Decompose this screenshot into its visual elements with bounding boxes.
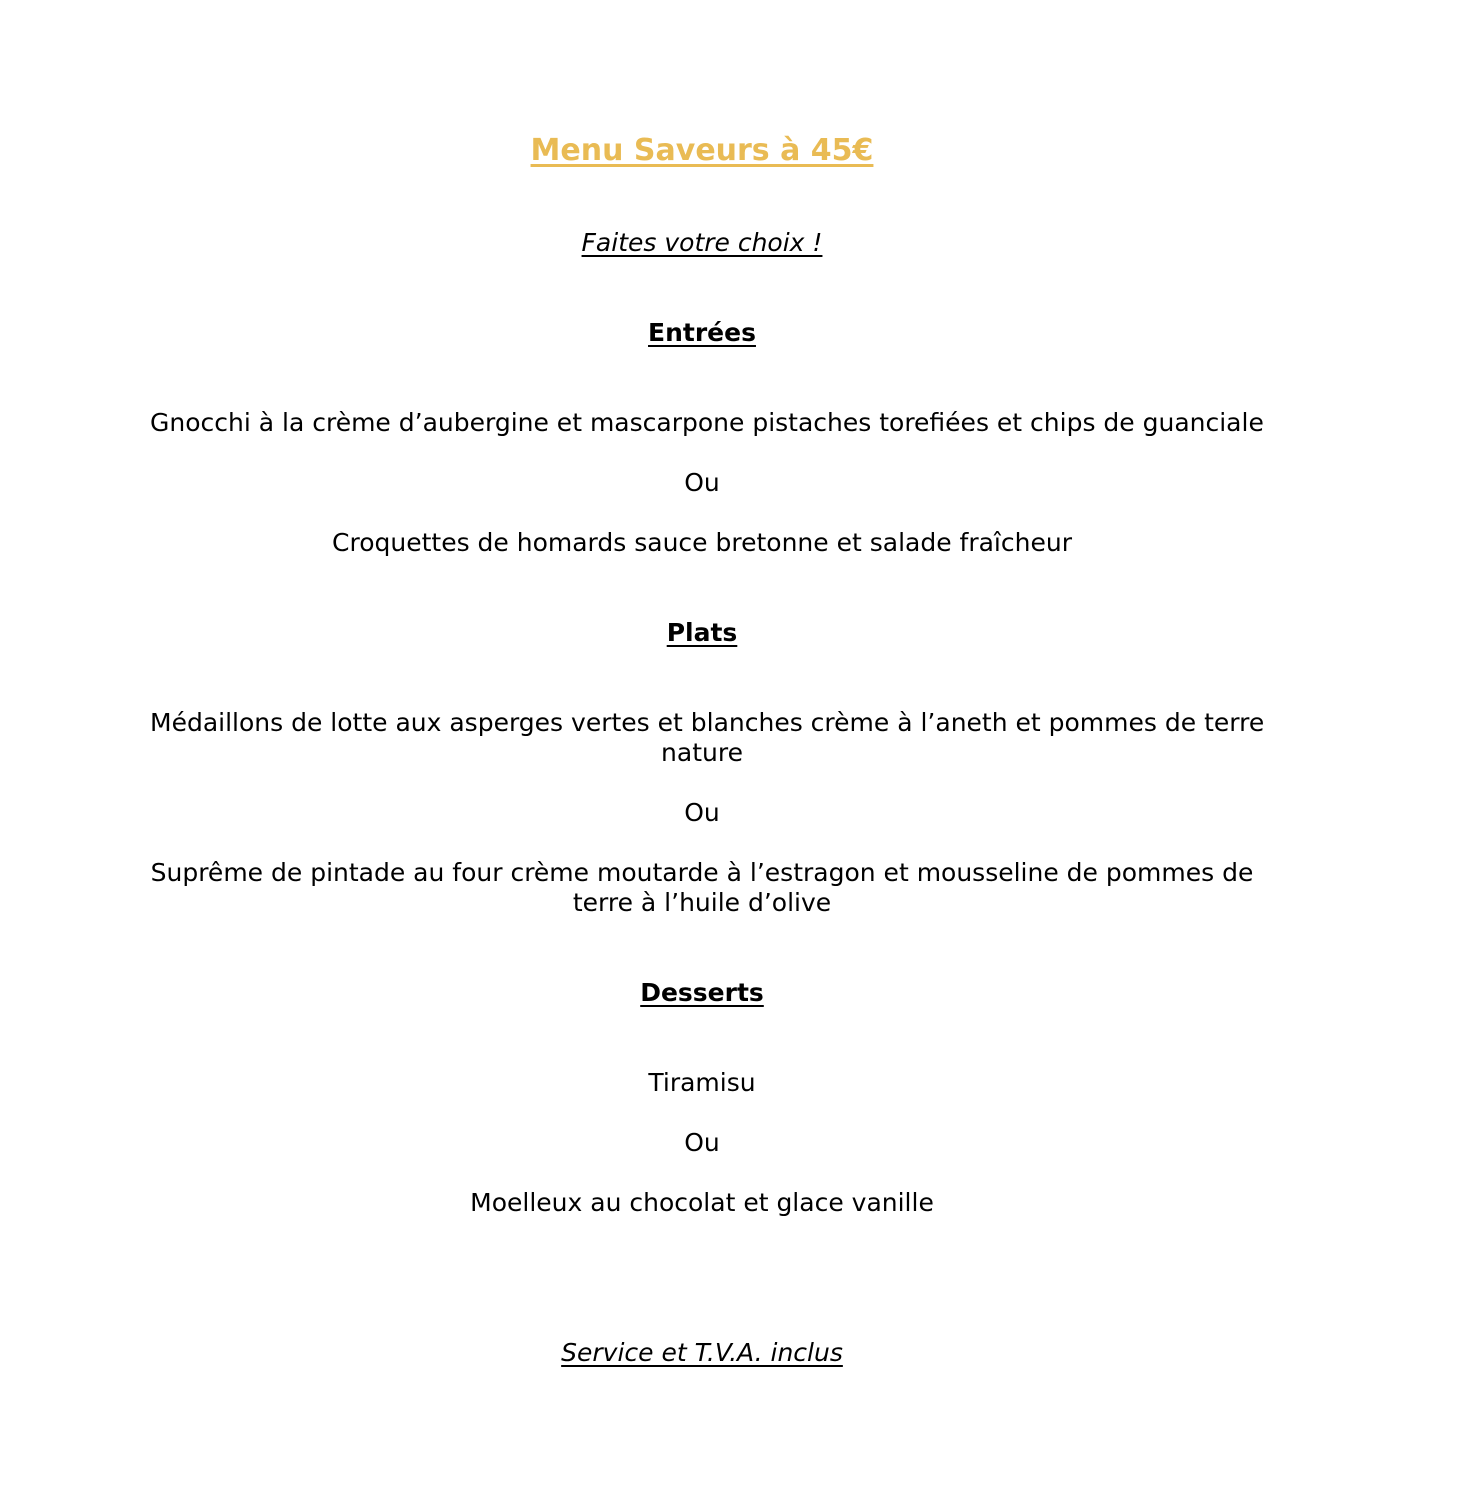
section-heading-plats: Plats <box>666 618 738 647</box>
section-heading-entrees: Entrées <box>648 318 756 347</box>
dessert-separator: Ou <box>684 1128 720 1157</box>
menu-title: Menu Saveurs à 45€ <box>530 133 874 168</box>
menu-footer-note: Service et T.V.A. inclus <box>561 1338 843 1367</box>
entree-separator: Ou <box>684 468 720 497</box>
dessert-option-1: Tiramisu <box>648 1068 756 1097</box>
section-heading-desserts: Desserts <box>640 978 764 1007</box>
menu-subtitle: Faites votre choix ! <box>581 228 823 257</box>
plat-option-1-line-2: nature <box>661 738 743 767</box>
entree-option-2: Croquettes de homards sauce bretonne et salade fraîcheur <box>332 528 1072 557</box>
plat-option-2-line-2: terre à l’huile d’olive <box>572 888 832 917</box>
plat-separator: Ou <box>684 798 720 827</box>
entree-option-1: Gnocchi à la crème d’aubergine et mascarpone pistaches torefiées et chips de guanciale <box>150 408 1264 437</box>
plat-option-2-line-1: Suprême de pintade au four crème moutarde à l’estragon et mousseline de pommes de <box>150 858 1254 887</box>
dessert-option-2: Moelleux au chocolat et glace vanille <box>470 1188 934 1217</box>
plat-option-1-line-1: Médaillons de lotte aux asperges vertes et blanches crème à l’aneth et pommes de terre <box>150 708 1265 737</box>
